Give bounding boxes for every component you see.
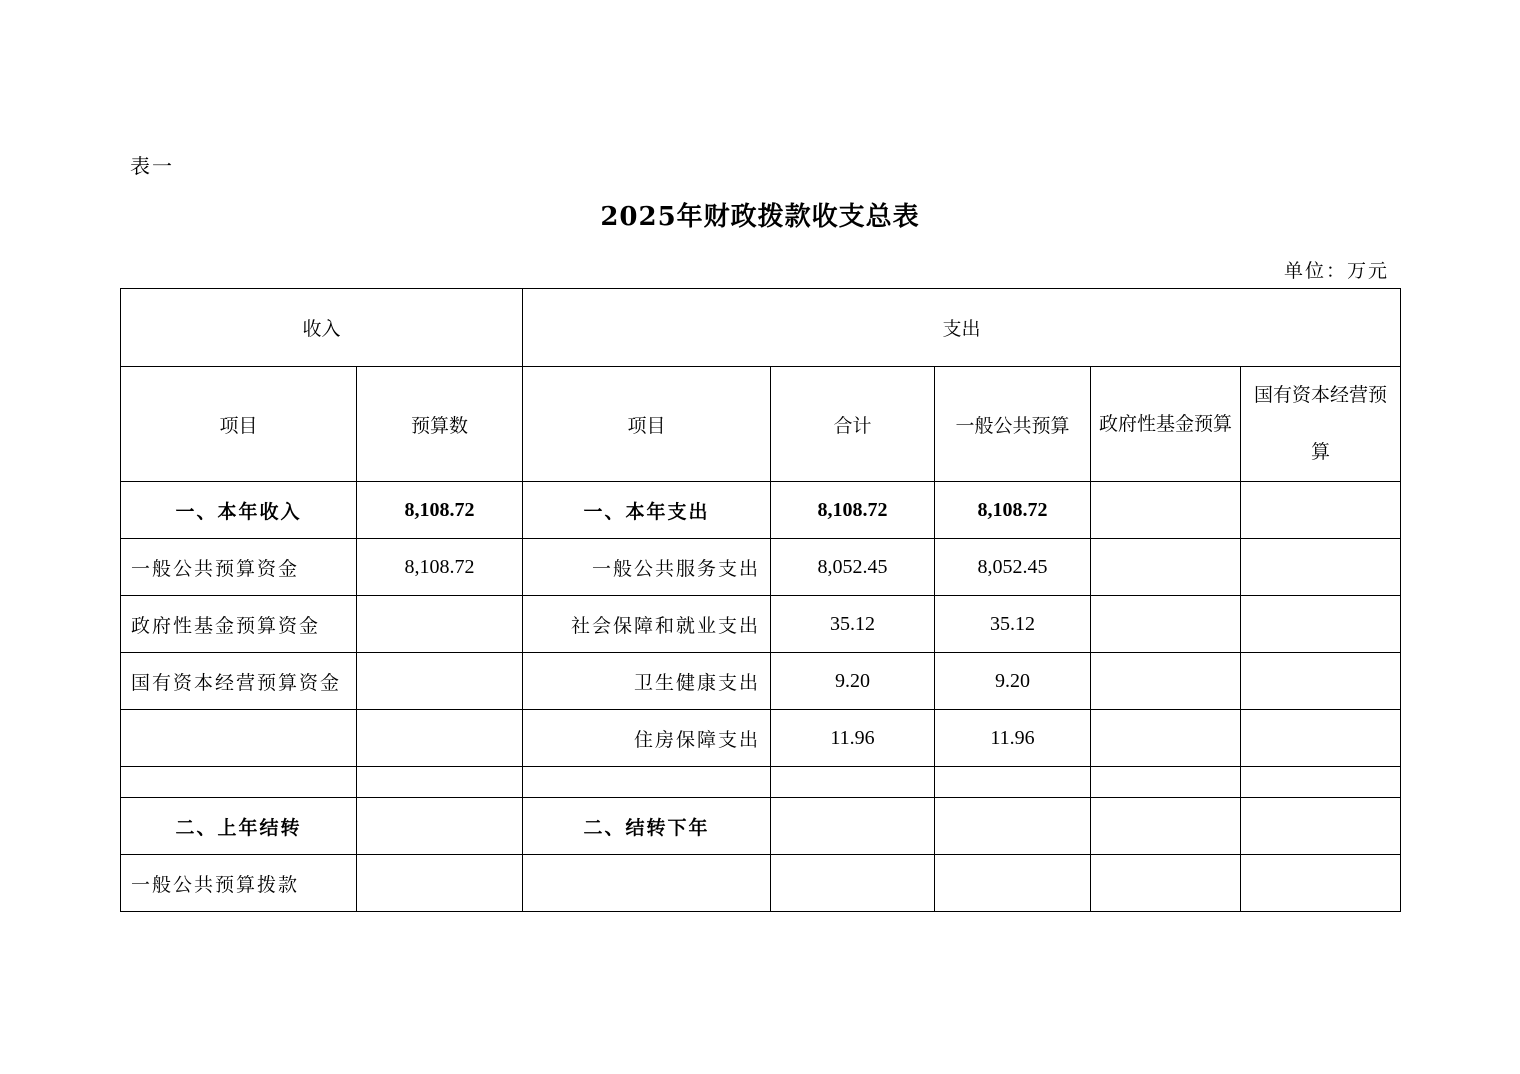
income-value-cell — [357, 710, 523, 767]
total-cell: 9.20 — [771, 653, 935, 710]
state-capital-cell — [1241, 798, 1401, 855]
header-row-group — [121, 289, 1401, 367]
income-item-cell: 一、本年收入 — [121, 482, 357, 539]
table-row — [121, 855, 1401, 912]
total-cell — [771, 767, 935, 798]
expense-item-cell: 卫生健康支出 — [523, 653, 771, 710]
gov-fund-cell — [1091, 767, 1241, 798]
general-cell — [935, 798, 1091, 855]
state-capital-cell — [1241, 653, 1401, 710]
general-budget-header: 一般公共预算 — [935, 367, 1091, 482]
expense-item-header: 项目 — [523, 367, 771, 482]
income-value-cell: 8,108.72 — [357, 482, 523, 539]
income-header: 收入 — [121, 289, 523, 367]
unit-label: 单位：万元 — [1283, 260, 1389, 282]
total-cell: 11.96 — [771, 710, 935, 767]
gov-fund-header: 政府性基金预算 — [1091, 367, 1241, 482]
state-capital-cell — [1241, 855, 1401, 912]
expense-item-cell: 一、本年支出 — [523, 482, 771, 539]
income-item-header: 项目 — [121, 367, 357, 482]
income-item-cell: 政府性基金预算资金 — [121, 596, 357, 653]
general-cell: 9.20 — [935, 653, 1091, 710]
expense-item-cell — [523, 855, 771, 912]
page-title: 2025年财政拨款收支总表 — [600, 202, 920, 232]
total-cell: 35.12 — [771, 596, 935, 653]
table-row — [121, 710, 1401, 767]
gov-fund-cell — [1091, 855, 1241, 912]
state-capital-cell — [1241, 710, 1401, 767]
general-cell — [935, 767, 1091, 798]
gov-fund-cell — [1091, 596, 1241, 653]
table-label: 表一 — [130, 154, 174, 178]
gov-fund-cell — [1091, 539, 1241, 596]
total-cell: 8,052.45 — [771, 539, 935, 596]
total-cell — [771, 798, 935, 855]
income-item-cell — [121, 767, 357, 798]
header-row-columns — [121, 367, 1401, 482]
income-item-cell: 国有资本经营预算资金 — [121, 653, 357, 710]
state-capital-cell — [1241, 596, 1401, 653]
general-cell: 11.96 — [935, 710, 1091, 767]
state-capital-cell — [1241, 767, 1401, 798]
table-row — [121, 653, 1401, 710]
expense-item-cell: 一般公共服务支出 — [523, 539, 771, 596]
income-value-cell — [357, 798, 523, 855]
income-item-cell: 二、上年结转 — [121, 798, 357, 855]
expense-item-cell: 社会保障和就业支出 — [523, 596, 771, 653]
income-value-cell — [357, 855, 523, 912]
expense-item-cell: 二、结转下年 — [523, 798, 771, 855]
gov-fund-cell — [1091, 653, 1241, 710]
income-value-cell — [357, 596, 523, 653]
table-row — [121, 596, 1401, 653]
total-cell: 8,108.72 — [771, 482, 935, 539]
income-value-cell — [357, 767, 523, 798]
state-capital-cell — [1241, 482, 1401, 539]
table-row — [121, 539, 1401, 596]
income-item-cell — [121, 710, 357, 767]
state-capital-cell — [1241, 539, 1401, 596]
expense-header: 支出 — [523, 289, 1401, 367]
gov-fund-cell — [1091, 482, 1241, 539]
general-cell: 8,052.45 — [935, 539, 1091, 596]
fiscal-summary-table — [120, 288, 1401, 912]
general-cell — [935, 855, 1091, 912]
income-value-cell — [357, 653, 523, 710]
income-item-cell: 一般公共预算资金 — [121, 539, 357, 596]
expense-item-cell: 住房保障支出 — [523, 710, 771, 767]
general-cell: 8,108.72 — [935, 482, 1091, 539]
table-row — [121, 798, 1401, 855]
income-value-cell: 8,108.72 — [357, 539, 523, 596]
expense-item-cell — [523, 767, 771, 798]
gov-fund-cell — [1091, 798, 1241, 855]
table-row — [121, 767, 1401, 798]
total-header: 合计 — [771, 367, 935, 482]
state-capital-header: 国有资本经营预算 — [1241, 367, 1401, 482]
general-cell: 35.12 — [935, 596, 1091, 653]
total-cell — [771, 855, 935, 912]
table-row — [121, 482, 1401, 539]
income-item-cell: 一般公共预算拨款 — [121, 855, 357, 912]
gov-fund-cell — [1091, 710, 1241, 767]
income-budget-header: 预算数 — [357, 367, 523, 482]
